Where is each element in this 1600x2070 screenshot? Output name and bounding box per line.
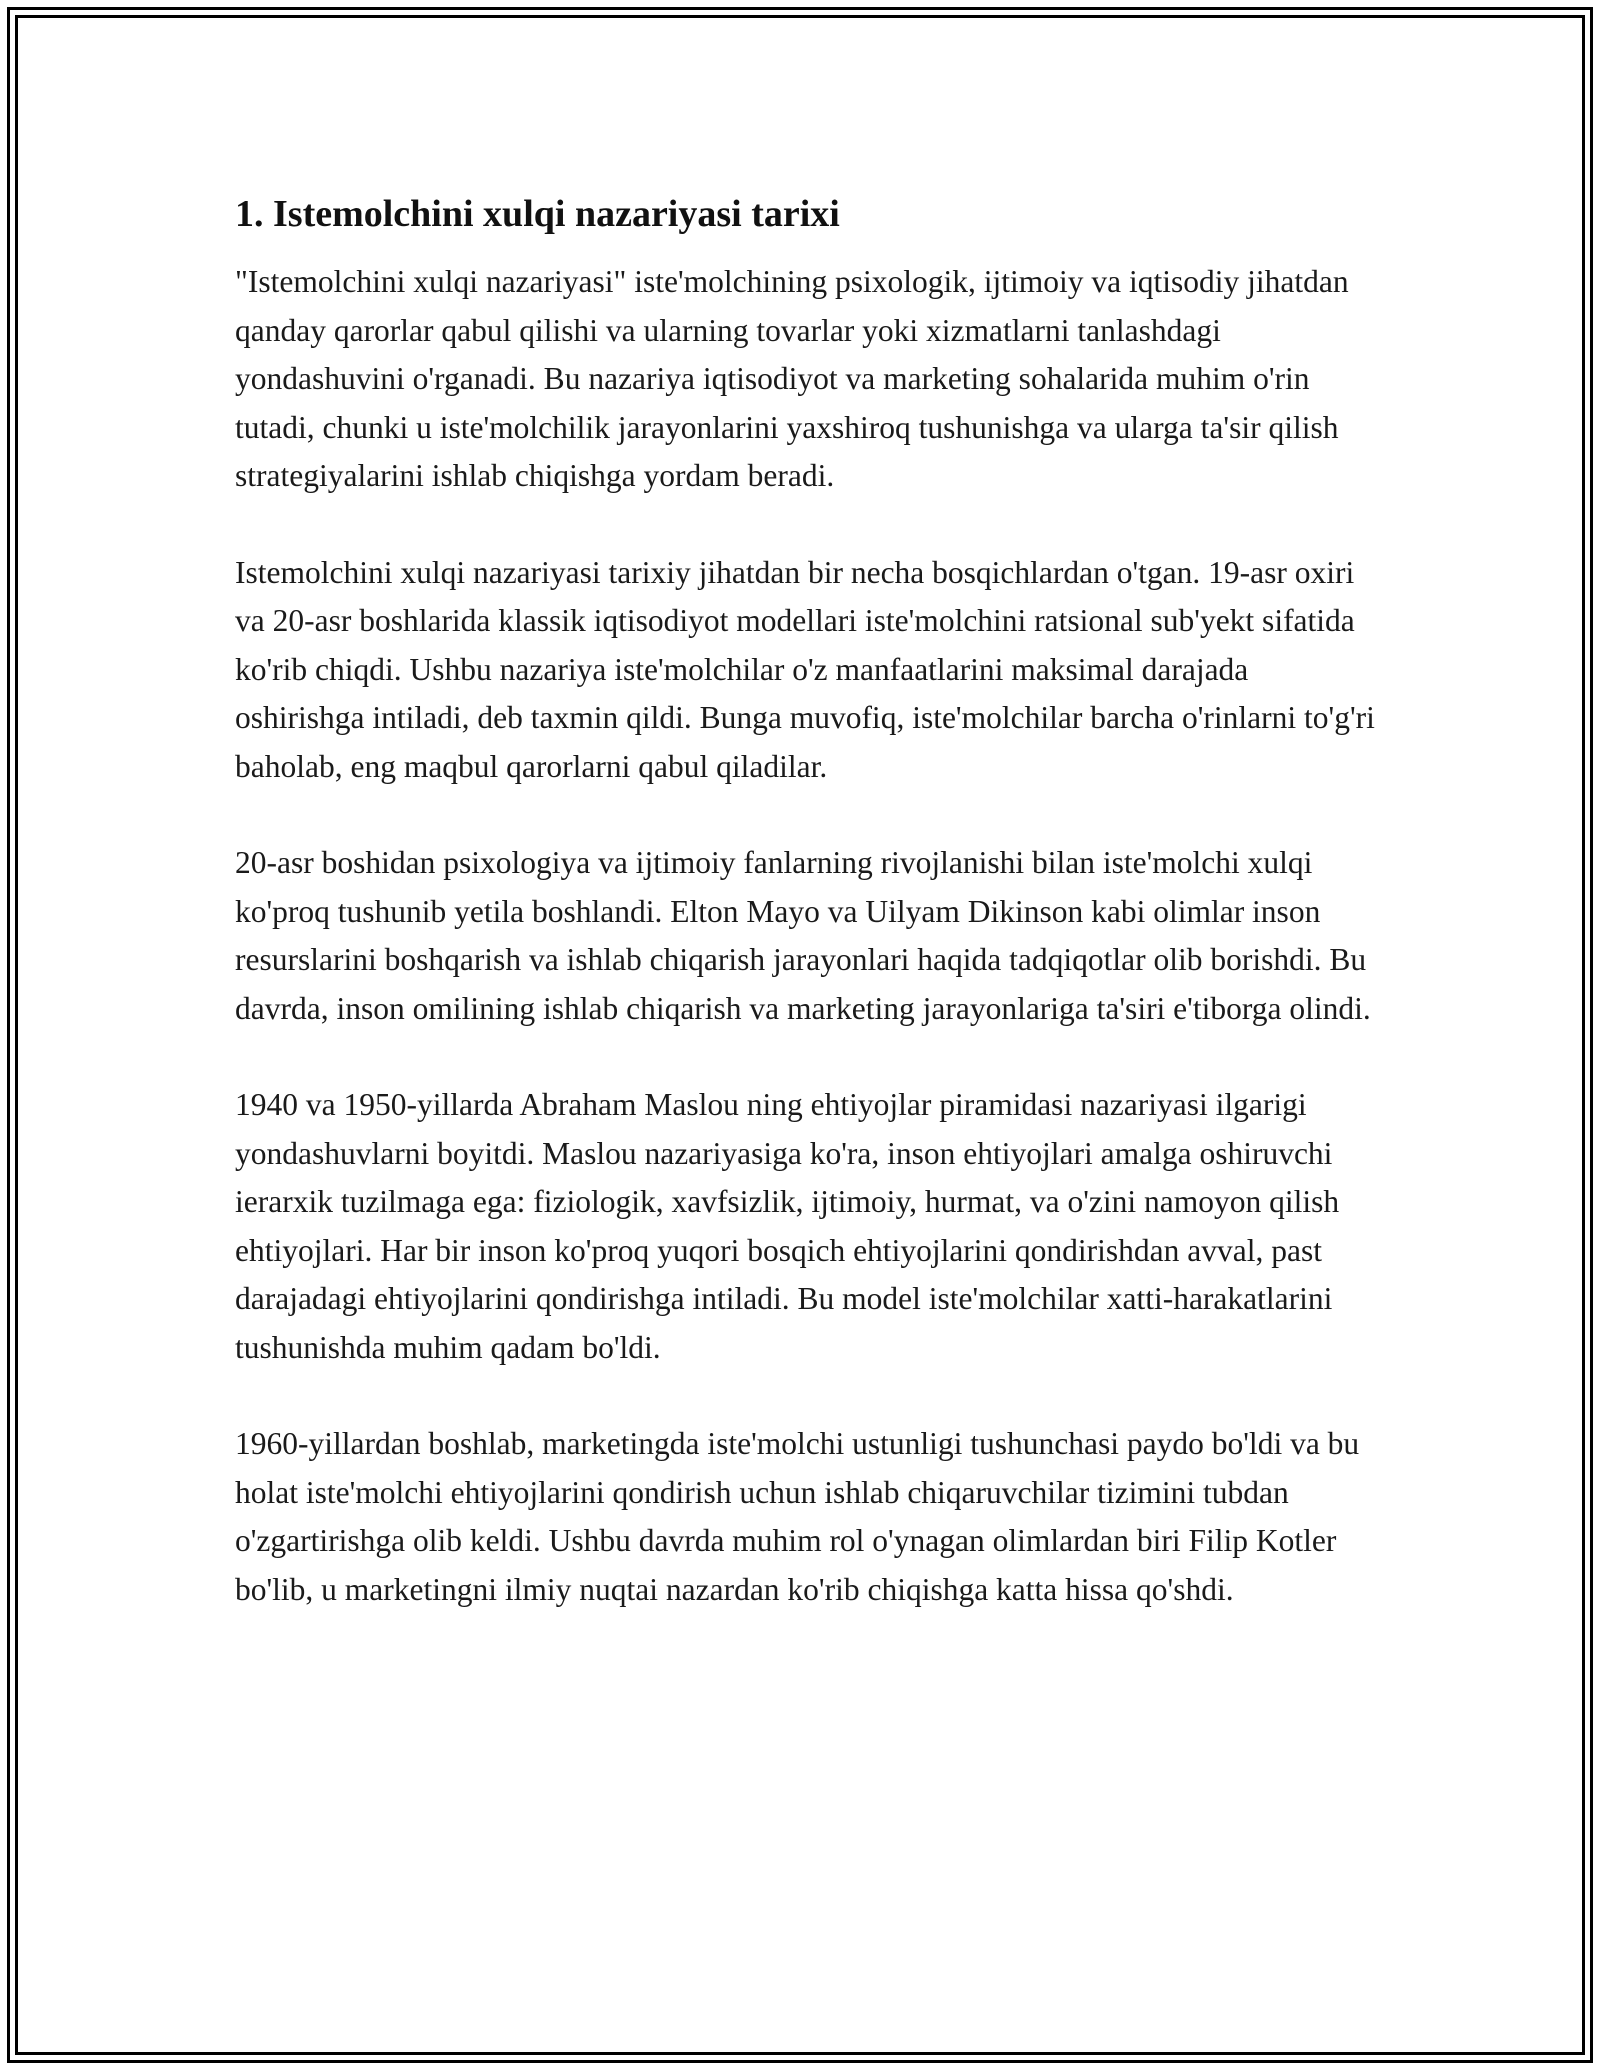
document-body	[235, 188, 1375, 1662]
paragraph-5: 1960-yillardan boshlab, marketingda iste'molchi ustunligi tushunchasi paydo bo'ldi va bu holat iste'molchi ehtiyojlarini qondirish uchun ishlab chiqaruvchilar tizimini tubdan o'zgartirishga olib keldi. Ushbu davrda muhim rol o'ynagan olimlardan biri Filip Kotler bo'lib, u marketingni ilmiy nuqtai nazardan ko'rib chiqishga katta hissa qo'shdi.	[235, 1426, 1360, 1607]
paragraph-3: 20-asr boshidan psixologiya va ijtimoiy fanlarning rivojlanishi bilan iste'molchi xulqi ko'proq tushunib yetila boshlandi. Elton Mayo va Uilyam Dikinson kabi olimlar inson resurslarini boshqarish va ishlab chiqarish jarayonlari haqida tadqiqotlar olib borishdi. Bu davrda, inson omilining ishlab chiqarish va marketing jarayonlariga ta'siri e'tiborga olindi.	[235, 845, 1371, 1026]
paragraph-4: 1940 va 1950-yillarda Abraham Maslou ning ehtiyojlar piramidasi nazariyasi ilgarigi yondashuvlarni boyitdi. Maslou nazariyasiga ko'ra, inson ehtiyojlari amalga oshiruvchi ierarxik tuzilmaga ega: fiziologik, xavfsizlik, ijtimoiy, hurmat, va o'zini namoyon qilish ehtiyojlari. Har bir inson ko'proq yuqori bosqich ehtiyojlarini qondirishdan avval, past darajadagi ehtiyojlarini qondirishga intiladi. Bu model iste'molchilar xatti-harakatlarini tushunishda muhim qadam bo'ldi.	[235, 1087, 1340, 1365]
section-heading: 1. Istemolchini xulqi nazariyasi tarixi	[235, 193, 840, 235]
paragraph-2: Istemolchini xulqi nazariyasi tarixiy jihatdan bir necha bosqichlardan o'tgan. 19-asr oxiri va 20-asr boshlarida klassik iqtisodiyot modellari iste'molchini ratsional sub'yekt sifatida ko'rib chiqdi. Ushbu nazariya iste'molchilar o'z manfaatlarini maksimal darajada oshirishga intiladi, deb taxmin qildi. Bunga muvofiq, iste'molchilar barcha o'rinlarni to'g'ri baholab, eng maqbul qarorlarni qabul qiladilar.	[235, 554, 1375, 784]
paragraph-1: "Istemolchini xulqi nazariyasi" iste'molchining psixologik, ijtimoiy va iqtisodiy jihatdan qanday qarorlar qabul qilishi va ularning tovarlar yoki xizmatlarni tanlashdagi yondashuvini o'rganadi. Bu nazariya iqtisodiyot va marketing sohalarida muhim o'rin tutadi, chunki u iste'molchilik jarayonlarini yaxshiroq tushunishga va ularga ta'sir qilish strategiyalarini ishlab chiqishga yordam beradi.	[235, 264, 1349, 493]
